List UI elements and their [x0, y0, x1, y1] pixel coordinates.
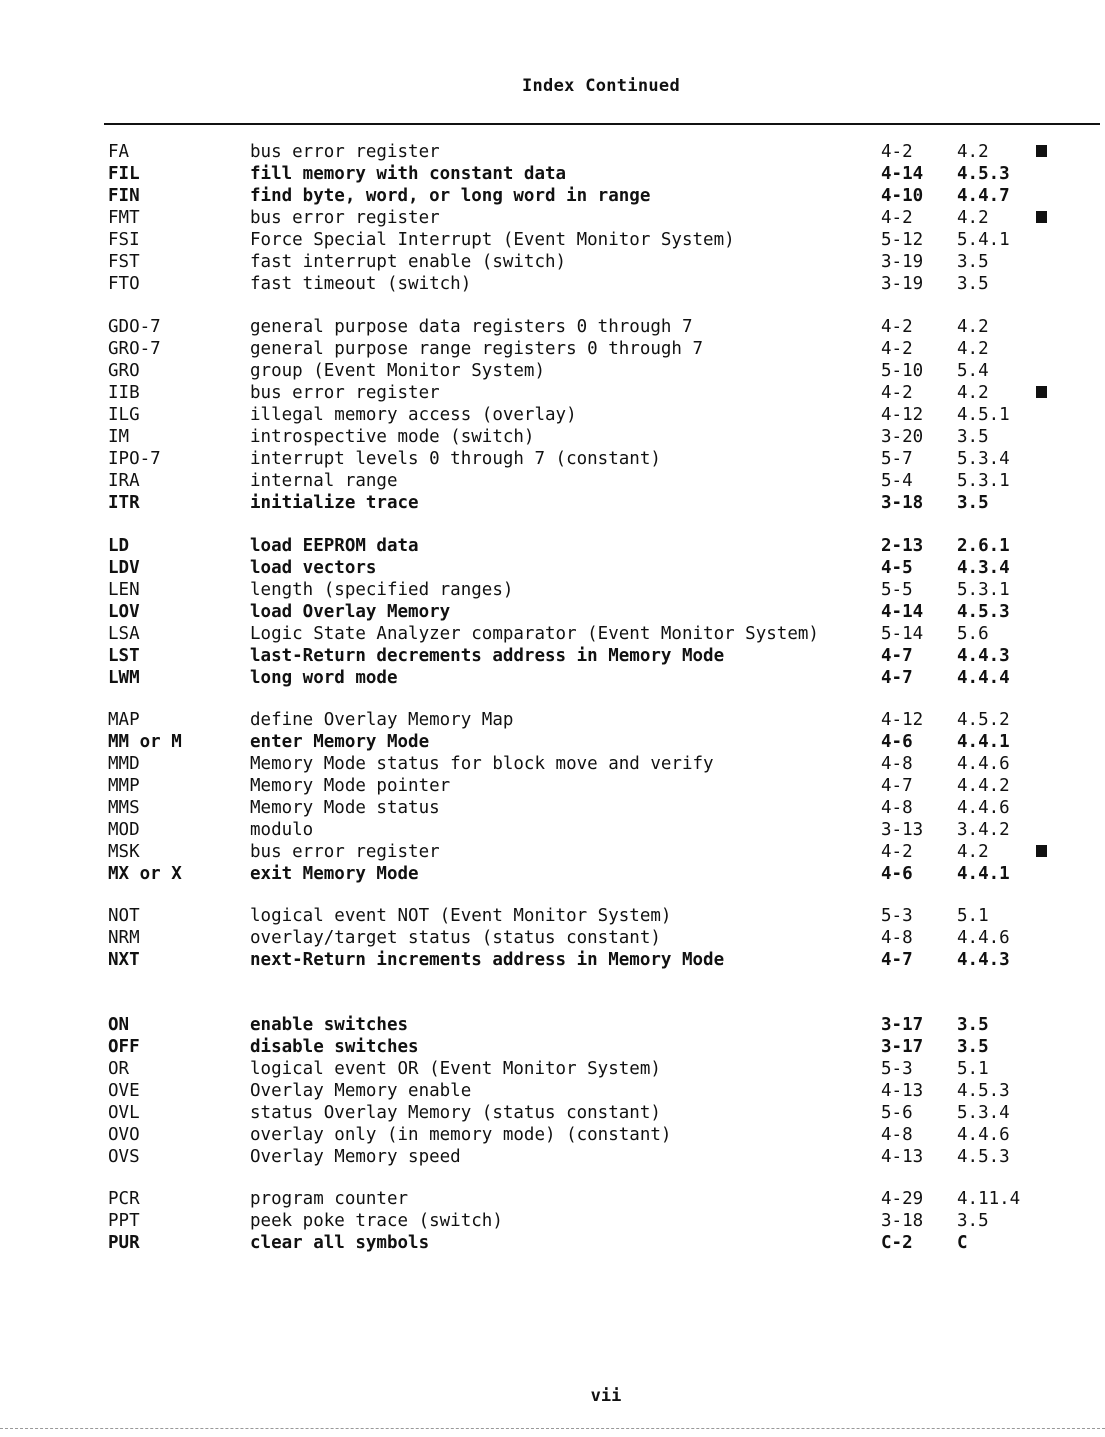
index-command: IPO-7 [108, 449, 161, 469]
index-section-ref: 4.4.3 [957, 950, 1010, 970]
index-page-ref: C-2 [881, 1233, 913, 1253]
index-page-ref: 4-8 [881, 754, 913, 774]
index-section-ref: 4.5.3 [957, 602, 1010, 622]
index-page-ref: 4-2 [881, 339, 913, 359]
index-row [0, 1188, 1105, 1210]
index-page-ref: 3-19 [881, 252, 924, 272]
index-page-ref: 4-8 [881, 1125, 913, 1145]
index-section-ref: 3.5 [957, 493, 989, 513]
index-section-ref: 4.5.3 [957, 1147, 1010, 1167]
index-section-ref: 3.4.2 [957, 820, 1010, 840]
index-row [0, 1014, 1105, 1036]
index-description: enable switches [250, 1015, 409, 1035]
index-section-ref: 5.1 [957, 906, 989, 926]
index-row [0, 535, 1105, 557]
index-page-ref: 5-3 [881, 1059, 913, 1079]
index-page-ref: 2-13 [881, 536, 924, 556]
index-page-ref: 4-2 [881, 142, 913, 162]
index-page-ref: 4-7 [881, 950, 913, 970]
index-command: LWM [108, 668, 140, 688]
index-section-ref: 4.5.1 [957, 405, 1010, 425]
index-page-ref: 3-19 [881, 274, 924, 294]
index-row [0, 927, 1105, 949]
index-row [0, 557, 1105, 579]
index-description: Memory Mode status for block move and verify [250, 754, 714, 774]
index-command: FSI [108, 230, 140, 250]
index-page-ref: 3-13 [881, 820, 924, 840]
index-row [0, 163, 1105, 185]
index-section-ref: 3.5 [957, 274, 989, 294]
index-page-ref: 4-2 [881, 383, 913, 403]
index-command: OVS [108, 1147, 140, 1167]
index-section-ref: 3.5 [957, 1015, 989, 1035]
index-description: overlay/target status (status constant) [250, 928, 661, 948]
index-section-ref: 3.5 [957, 427, 989, 447]
index-page-ref: 4-2 [881, 842, 913, 862]
index-description: Logic State Analyzer comparator (Event Monitor System) [250, 624, 819, 644]
index-section-ref: 4.4.2 [957, 776, 1010, 796]
index-section-ref: 4.4.6 [957, 1125, 1010, 1145]
index-section-ref: 5.4.1 [957, 230, 1010, 250]
index-command: FA [108, 142, 130, 162]
index-command: GDO-7 [108, 317, 161, 337]
index-section-ref: 4.2 [957, 208, 989, 228]
page-number: vii [590, 1386, 622, 1406]
index-page-ref: 5-5 [881, 580, 913, 600]
index-row [0, 316, 1105, 338]
index-description: introspective mode (switch) [250, 427, 535, 447]
index-row [0, 775, 1105, 797]
index-description: status Overlay Memory (status constant) [250, 1103, 661, 1123]
index-description: logical event OR (Event Monitor System) [250, 1059, 661, 1079]
index-command: OFF [108, 1037, 140, 1057]
index-row [0, 273, 1105, 295]
index-command: LSA [108, 624, 140, 644]
index-description: bus error register [250, 142, 440, 162]
index-page-ref: 4-2 [881, 208, 913, 228]
index-section-ref: 5.3.1 [957, 580, 1010, 600]
index-row [0, 185, 1105, 207]
index-command: FMT [108, 208, 140, 228]
index-description: load Overlay Memory [250, 602, 451, 622]
index-row [0, 1036, 1105, 1058]
index-description: illegal memory access (overlay) [250, 405, 577, 425]
index-command: MMD [108, 754, 140, 774]
index-description: general purpose data registers 0 through 7 [250, 317, 693, 337]
index-page-ref: 5-6 [881, 1103, 913, 1123]
index-section-ref: 3.5 [957, 1037, 989, 1057]
index-description: bus error register [250, 842, 440, 862]
index-row [0, 1080, 1105, 1102]
index-section-ref: 4.4.6 [957, 798, 1010, 818]
change-bar-marker-icon [1036, 845, 1047, 857]
index-page-ref: 3-20 [881, 427, 924, 447]
index-description: load vectors [250, 558, 377, 578]
index-section-ref: 5.3.1 [957, 471, 1010, 491]
index-row [0, 382, 1105, 404]
index-row [0, 141, 1105, 163]
scan-edge-divider [0, 1428, 1105, 1429]
index-command: NXT [108, 950, 140, 970]
index-command: MSK [108, 842, 140, 862]
index-section-ref: 4.4.4 [957, 668, 1010, 688]
index-description: overlay only (in memory mode) (constant) [250, 1125, 672, 1145]
index-description: bus error register [250, 208, 440, 228]
index-command: GRO-7 [108, 339, 161, 359]
index-section-ref: C [957, 1233, 968, 1253]
index-section-ref: 4.3.4 [957, 558, 1010, 578]
index-command: FIN [108, 186, 140, 206]
index-description: exit Memory Mode [250, 864, 419, 884]
index-description: internal range [250, 471, 398, 491]
index-section-ref: 4.2 [957, 339, 989, 359]
index-command: FIL [108, 164, 140, 184]
index-command: ILG [108, 405, 140, 425]
index-section-ref: 4.4.3 [957, 646, 1010, 666]
index-row [0, 207, 1105, 229]
index-row [0, 404, 1105, 426]
index-command: OVO [108, 1125, 140, 1145]
index-command: LDV [108, 558, 140, 578]
index-description: Overlay Memory speed [250, 1147, 461, 1167]
index-row [0, 1146, 1105, 1168]
index-page-ref: 4-12 [881, 405, 924, 425]
index-description: define Overlay Memory Map [250, 710, 514, 730]
index-section-ref: 4.4.6 [957, 928, 1010, 948]
index-page-ref: 4-12 [881, 710, 924, 730]
index-row [0, 426, 1105, 448]
index-page-ref: 4-7 [881, 668, 913, 688]
index-command: LEN [108, 580, 140, 600]
index-description: fast interrupt enable (switch) [250, 252, 567, 272]
index-command: OR [108, 1059, 130, 1079]
index-description: group (Event Monitor System) [250, 361, 546, 381]
index-command: MMP [108, 776, 140, 796]
index-description: fast timeout (switch) [250, 274, 472, 294]
index-command: MOD [108, 820, 140, 840]
index-command: MAP [108, 710, 140, 730]
index-row [0, 470, 1105, 492]
index-section-ref: 4.4.1 [957, 864, 1010, 884]
index-section-ref: 5.6 [957, 624, 989, 644]
index-row [0, 797, 1105, 819]
index-section-ref: 4.4.1 [957, 732, 1010, 752]
index-row [0, 905, 1105, 927]
index-page-ref: 5-12 [881, 230, 924, 250]
index-section-ref: 4.2 [957, 317, 989, 337]
index-section-ref: 5.4 [957, 361, 989, 381]
index-row [0, 731, 1105, 753]
index-row [0, 645, 1105, 667]
index-row [0, 338, 1105, 360]
index-command: IRA [108, 471, 140, 491]
index-section-ref: 2.6.1 [957, 536, 1010, 556]
index-page-ref: 5-7 [881, 449, 913, 469]
index-description: Memory Mode pointer [250, 776, 451, 796]
index-page-ref: 4-5 [881, 558, 913, 578]
index-command: MM or M [108, 732, 182, 752]
index-page-ref: 3-18 [881, 493, 924, 513]
index-section-ref: 4.5.2 [957, 710, 1010, 730]
index-section-ref: 4.2 [957, 842, 989, 862]
index-description: modulo [250, 820, 314, 840]
index-description: find byte, word, or long word in range [250, 186, 651, 206]
index-section-ref: 4.2 [957, 142, 989, 162]
index-row [0, 863, 1105, 885]
index-command: OVE [108, 1081, 140, 1101]
index-description: length (specified ranges) [250, 580, 514, 600]
index-command: IIB [108, 383, 140, 403]
index-row [0, 229, 1105, 251]
index-command: ON [108, 1015, 130, 1035]
index-row [0, 709, 1105, 731]
index-description: enter Memory Mode [250, 732, 430, 752]
index-command: PCR [108, 1189, 140, 1209]
index-section-ref: 4.5.3 [957, 164, 1010, 184]
index-row [0, 949, 1105, 971]
index-page-ref: 4-2 [881, 317, 913, 337]
index-page-ref: 4-29 [881, 1189, 924, 1209]
index-description: clear all symbols [250, 1233, 430, 1253]
index-row [0, 1232, 1105, 1254]
index-page-ref: 4-8 [881, 928, 913, 948]
index-command: OVL [108, 1103, 140, 1123]
index-row [0, 1102, 1105, 1124]
index-command: MX or X [108, 864, 182, 884]
index-description: interrupt levels 0 through 7 (constant) [250, 449, 661, 469]
index-description: long word mode [250, 668, 398, 688]
index-section-ref: 4.2 [957, 383, 989, 403]
index-row [0, 1210, 1105, 1232]
change-bar-marker-icon [1036, 145, 1047, 157]
index-command: LST [108, 646, 140, 666]
index-command: FST [108, 252, 140, 272]
index-row [0, 623, 1105, 645]
index-page-ref: 5-10 [881, 361, 924, 381]
index-row [0, 448, 1105, 470]
index-description: disable switches [250, 1037, 419, 1057]
index-description: initialize trace [250, 493, 419, 513]
index-row [0, 1058, 1105, 1080]
index-section-ref: 5.3.4 [957, 1103, 1010, 1123]
index-command: IM [108, 427, 130, 447]
index-page-ref: 3-17 [881, 1015, 924, 1035]
index-command: ITR [108, 493, 140, 513]
index-section-ref: 4.11.4 [957, 1189, 1021, 1209]
index-description: load EEPROM data [250, 536, 419, 556]
index-row [0, 601, 1105, 623]
index-section-ref: 3.5 [957, 1211, 989, 1231]
index-page-ref: 4-14 [881, 164, 924, 184]
index-row [0, 579, 1105, 601]
index-row [0, 819, 1105, 841]
index-description: peek poke trace (switch) [250, 1211, 503, 1231]
index-section-ref: 4.4.6 [957, 754, 1010, 774]
change-bar-marker-icon [1036, 386, 1047, 398]
index-page-ref: 4-6 [881, 732, 913, 752]
index-command: PUR [108, 1233, 140, 1253]
index-description: last-Return decrements address in Memory Mode [250, 646, 725, 666]
index-row [0, 492, 1105, 514]
index-description: bus error register [250, 383, 440, 403]
index-command: LD [108, 536, 130, 556]
index-description: general purpose range registers 0 through 7 [250, 339, 704, 359]
index-page-ref: 4-7 [881, 776, 913, 796]
index-page-ref: 4-8 [881, 798, 913, 818]
index-row [0, 667, 1105, 689]
index-description: Overlay Memory enable [250, 1081, 472, 1101]
index-section-ref: 4.4.7 [957, 186, 1010, 206]
index-page-ref: 4-14 [881, 602, 924, 622]
index-section-ref: 4.5.3 [957, 1081, 1010, 1101]
index-page-ref: 5-14 [881, 624, 924, 644]
index-row [0, 360, 1105, 382]
index-description: Force Special Interrupt (Event Monitor System) [250, 230, 735, 250]
index-description: fill memory with constant data [250, 164, 567, 184]
index-command: NOT [108, 906, 140, 926]
index-command: PPT [108, 1211, 140, 1231]
index-page-ref: 4-6 [881, 864, 913, 884]
index-command: GRO [108, 361, 140, 381]
index-description: next-Return increments address in Memory Mode [250, 950, 725, 970]
index-page-ref: 4-13 [881, 1147, 924, 1167]
index-section-ref: 5.1 [957, 1059, 989, 1079]
index-row [0, 251, 1105, 273]
index-page-ref: 4-13 [881, 1081, 924, 1101]
index-page-ref: 5-4 [881, 471, 913, 491]
index-command: MMS [108, 798, 140, 818]
index-description: logical event NOT (Event Monitor System) [250, 906, 672, 926]
index-section-ref: 3.5 [957, 252, 989, 272]
index-page-ref: 3-17 [881, 1037, 924, 1057]
index-page-ref: 4-10 [881, 186, 924, 206]
index-row [0, 1124, 1105, 1146]
index-section-ref: 5.3.4 [957, 449, 1010, 469]
index-description: Memory Mode status [250, 798, 440, 818]
index-page-ref: 5-3 [881, 906, 913, 926]
index-page-ref: 3-18 [881, 1211, 924, 1231]
index-page-ref: 4-7 [881, 646, 913, 666]
index-command: NRM [108, 928, 140, 948]
index-row [0, 841, 1105, 863]
index-description: program counter [250, 1189, 409, 1209]
change-bar-marker-icon [1036, 211, 1047, 223]
index-command: LOV [108, 602, 140, 622]
index-row [0, 753, 1105, 775]
page-title: Index Continued [521, 76, 681, 96]
index-command: FTO [108, 274, 140, 294]
